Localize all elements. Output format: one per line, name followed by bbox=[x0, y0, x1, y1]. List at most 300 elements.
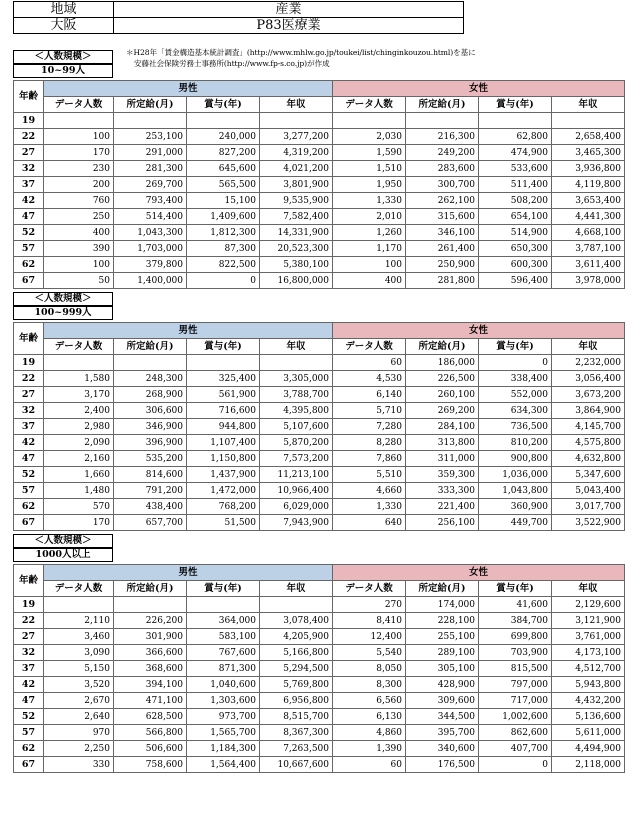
wage-table bbox=[13, 564, 625, 773]
female-count-cell: 270 bbox=[333, 597, 406, 613]
male-count-cell: 1,580 bbox=[44, 371, 114, 387]
female-count-cell: 5,510 bbox=[333, 467, 406, 483]
female-count-cell: 7,280 bbox=[333, 419, 406, 435]
male-bonus-cell: 1,184,300 bbox=[187, 741, 260, 757]
female-header: 女性 bbox=[333, 81, 625, 97]
male-bonus-cell: 716,600 bbox=[187, 403, 260, 419]
female-bonus-cell: 596,400 bbox=[479, 273, 552, 289]
male-monthly-cell: 226,200 bbox=[114, 613, 187, 629]
male-header: 男性 bbox=[44, 565, 333, 581]
male-bonus-cell: 871,300 bbox=[187, 661, 260, 677]
column-header-bonus: 賞与(年) bbox=[479, 97, 552, 113]
female-monthly-cell: 249,200 bbox=[406, 145, 479, 161]
female-count-cell: 6,140 bbox=[333, 387, 406, 403]
female-annual-cell: 2,232,000 bbox=[552, 355, 625, 371]
female-annual-cell: 3,017,700 bbox=[552, 499, 625, 515]
table-row bbox=[14, 645, 625, 661]
table-row bbox=[14, 241, 625, 257]
female-annual-cell: 5,611,000 bbox=[552, 725, 625, 741]
male-annual-cell: 4,021,200 bbox=[260, 161, 333, 177]
female-annual-cell: 4,441,300 bbox=[552, 209, 625, 225]
female-annual-cell: 4,494,900 bbox=[552, 741, 625, 757]
female-monthly-cell: 226,500 bbox=[406, 371, 479, 387]
age-cell: 19 bbox=[14, 355, 44, 371]
male-bonus-cell: 973,700 bbox=[187, 709, 260, 725]
female-bonus-cell: 699,800 bbox=[479, 629, 552, 645]
column-header-monthly: 所定給(月) bbox=[406, 339, 479, 355]
male-count-cell: 250 bbox=[44, 209, 114, 225]
age-column-header: 年齢 bbox=[14, 565, 44, 597]
male-bonus-cell: 0 bbox=[187, 273, 260, 289]
age-cell: 42 bbox=[14, 193, 44, 209]
male-annual-cell: 5,380,100 bbox=[260, 257, 333, 273]
female-bonus-cell: 1,043,800 bbox=[479, 483, 552, 499]
female-bonus-cell: 552,000 bbox=[479, 387, 552, 403]
column-header-annual: 年収 bbox=[260, 97, 333, 113]
male-bonus-cell: 1,472,000 bbox=[187, 483, 260, 499]
table-row bbox=[14, 419, 625, 435]
table-row bbox=[14, 597, 625, 613]
female-monthly-cell bbox=[406, 113, 479, 129]
female-annual-cell: 5,347,600 bbox=[552, 467, 625, 483]
male-bonus-cell: 1,409,600 bbox=[187, 209, 260, 225]
male-monthly-cell: 1,400,000 bbox=[114, 273, 187, 289]
scale-label: ＜人数規模＞ bbox=[13, 292, 113, 306]
male-monthly-cell: 396,900 bbox=[114, 435, 187, 451]
female-count-cell: 1,260 bbox=[333, 225, 406, 241]
male-bonus-cell: 51,500 bbox=[187, 515, 260, 531]
age-cell: 67 bbox=[14, 757, 44, 773]
female-count-cell: 400 bbox=[333, 273, 406, 289]
table-row bbox=[14, 467, 625, 483]
male-monthly-cell: 1,703,000 bbox=[114, 241, 187, 257]
female-bonus-cell: 600,300 bbox=[479, 257, 552, 273]
female-annual-cell: 4,668,100 bbox=[552, 225, 625, 241]
male-bonus-cell: 561,900 bbox=[187, 387, 260, 403]
male-monthly-cell bbox=[114, 597, 187, 613]
scale-value: 100~999人 bbox=[13, 306, 113, 320]
region-industry-header bbox=[13, 1, 464, 34]
male-bonus-cell: 1,564,400 bbox=[187, 757, 260, 773]
female-bonus-cell: 449,700 bbox=[479, 515, 552, 531]
table-row bbox=[14, 403, 625, 419]
male-annual-cell bbox=[260, 597, 333, 613]
female-monthly-cell: 186,000 bbox=[406, 355, 479, 371]
female-bonus-cell: 654,100 bbox=[479, 209, 552, 225]
female-monthly-cell: 395,700 bbox=[406, 725, 479, 741]
female-monthly-cell: 250,900 bbox=[406, 257, 479, 273]
male-bonus-cell: 565,500 bbox=[187, 177, 260, 193]
age-cell: 52 bbox=[14, 225, 44, 241]
male-count-cell: 2,090 bbox=[44, 435, 114, 451]
table-row bbox=[14, 629, 625, 645]
column-header-annual: 年収 bbox=[552, 97, 625, 113]
age-cell: 22 bbox=[14, 613, 44, 629]
female-monthly-cell: 313,800 bbox=[406, 435, 479, 451]
column-header-bonus: 賞与(年) bbox=[187, 97, 260, 113]
female-annual-cell: 4,145,700 bbox=[552, 419, 625, 435]
male-bonus-cell: 767,600 bbox=[187, 645, 260, 661]
male-count-cell: 3,520 bbox=[44, 677, 114, 693]
table-row bbox=[14, 451, 625, 467]
female-annual-cell: 4,173,100 bbox=[552, 645, 625, 661]
age-cell: 42 bbox=[14, 435, 44, 451]
female-annual-cell: 2,129,600 bbox=[552, 597, 625, 613]
age-cell: 47 bbox=[14, 693, 44, 709]
female-count-cell bbox=[333, 113, 406, 129]
female-monthly-cell: 289,100 bbox=[406, 645, 479, 661]
male-bonus-cell: 240,000 bbox=[187, 129, 260, 145]
male-monthly-cell: 566,800 bbox=[114, 725, 187, 741]
female-bonus-cell: 338,400 bbox=[479, 371, 552, 387]
male-monthly-cell: 758,600 bbox=[114, 757, 187, 773]
male-count-cell: 230 bbox=[44, 161, 114, 177]
age-cell: 57 bbox=[14, 241, 44, 257]
female-annual-cell: 5,136,600 bbox=[552, 709, 625, 725]
male-count-cell: 3,090 bbox=[44, 645, 114, 661]
column-header-bonus: 賞与(年) bbox=[479, 339, 552, 355]
female-count-cell: 6,560 bbox=[333, 693, 406, 709]
female-monthly-cell: 333,300 bbox=[406, 483, 479, 499]
female-count-cell: 6,130 bbox=[333, 709, 406, 725]
source-note-line-2: 安藤社会保険労務士事務所(http://www.fp-s.co.jp)が作成 bbox=[134, 59, 330, 68]
female-bonus-cell: 1,002,600 bbox=[479, 709, 552, 725]
female-monthly-cell: 344,500 bbox=[406, 709, 479, 725]
male-count-cell: 100 bbox=[44, 257, 114, 273]
male-header: 男性 bbox=[44, 323, 333, 339]
female-annual-cell: 3,978,000 bbox=[552, 273, 625, 289]
female-annual-cell: 3,121,900 bbox=[552, 613, 625, 629]
age-cell: 47 bbox=[14, 209, 44, 225]
female-annual-cell: 3,056,400 bbox=[552, 371, 625, 387]
table-row bbox=[14, 725, 625, 741]
age-column-header: 年齢 bbox=[14, 81, 44, 113]
male-monthly-cell: 506,600 bbox=[114, 741, 187, 757]
male-count-cell: 170 bbox=[44, 515, 114, 531]
scale-value: 10~99人 bbox=[13, 64, 113, 78]
age-cell: 32 bbox=[14, 645, 44, 661]
female-annual-cell: 4,575,800 bbox=[552, 435, 625, 451]
age-cell: 27 bbox=[14, 145, 44, 161]
female-monthly-cell: 281,800 bbox=[406, 273, 479, 289]
male-bonus-cell bbox=[187, 355, 260, 371]
male-annual-cell: 5,294,500 bbox=[260, 661, 333, 677]
male-annual-cell: 5,769,800 bbox=[260, 677, 333, 693]
male-annual-cell: 5,107,600 bbox=[260, 419, 333, 435]
male-bonus-cell: 944,800 bbox=[187, 419, 260, 435]
female-monthly-cell: 176,500 bbox=[406, 757, 479, 773]
column-header-count: データ人数 bbox=[333, 97, 406, 113]
male-count-cell: 390 bbox=[44, 241, 114, 257]
female-monthly-cell: 346,100 bbox=[406, 225, 479, 241]
female-annual-cell: 3,522,900 bbox=[552, 515, 625, 531]
female-count-cell: 5,710 bbox=[333, 403, 406, 419]
age-cell: 19 bbox=[14, 113, 44, 129]
female-annual-cell: 2,658,400 bbox=[552, 129, 625, 145]
female-monthly-cell: 315,600 bbox=[406, 209, 479, 225]
male-annual-cell: 3,305,000 bbox=[260, 371, 333, 387]
female-bonus-cell: 797,000 bbox=[479, 677, 552, 693]
male-bonus-cell: 1,040,600 bbox=[187, 677, 260, 693]
female-bonus-cell: 514,900 bbox=[479, 225, 552, 241]
female-monthly-cell: 174,000 bbox=[406, 597, 479, 613]
male-bonus-cell: 827,200 bbox=[187, 145, 260, 161]
female-bonus-cell: 62,800 bbox=[479, 129, 552, 145]
female-bonus-cell: 508,200 bbox=[479, 193, 552, 209]
male-count-cell: 100 bbox=[44, 129, 114, 145]
age-cell: 47 bbox=[14, 451, 44, 467]
female-monthly-cell: 300,700 bbox=[406, 177, 479, 193]
table-row bbox=[14, 387, 625, 403]
male-annual-cell: 3,788,700 bbox=[260, 387, 333, 403]
female-bonus-cell: 533,600 bbox=[479, 161, 552, 177]
source-note-line-1: ＊H28年「賃金構造基本統計調査」(http://www.mhlw.go.jp/toukei/list/chinginkouzou.html)を基に bbox=[126, 48, 476, 57]
male-bonus-cell: 822,500 bbox=[187, 257, 260, 273]
table-row bbox=[14, 161, 625, 177]
female-bonus-cell: 0 bbox=[479, 757, 552, 773]
female-annual-cell: 3,936,800 bbox=[552, 161, 625, 177]
male-annual-cell: 6,956,800 bbox=[260, 693, 333, 709]
female-count-cell: 8,300 bbox=[333, 677, 406, 693]
age-cell: 19 bbox=[14, 597, 44, 613]
age-cell: 57 bbox=[14, 483, 44, 499]
female-count-cell: 8,410 bbox=[333, 613, 406, 629]
age-cell: 37 bbox=[14, 661, 44, 677]
age-cell: 22 bbox=[14, 371, 44, 387]
male-annual-cell bbox=[260, 113, 333, 129]
female-count-cell: 12,400 bbox=[333, 629, 406, 645]
male-bonus-cell: 768,200 bbox=[187, 499, 260, 515]
female-count-cell: 1,170 bbox=[333, 241, 406, 257]
female-monthly-cell: 359,300 bbox=[406, 467, 479, 483]
male-annual-cell: 5,166,800 bbox=[260, 645, 333, 661]
female-monthly-cell: 269,200 bbox=[406, 403, 479, 419]
table-row bbox=[14, 499, 625, 515]
table-row bbox=[14, 257, 625, 273]
age-cell: 62 bbox=[14, 499, 44, 515]
male-annual-cell: 4,395,800 bbox=[260, 403, 333, 419]
female-count-cell: 1,330 bbox=[333, 499, 406, 515]
male-annual-cell: 9,535,900 bbox=[260, 193, 333, 209]
female-monthly-cell: 221,400 bbox=[406, 499, 479, 515]
wage-table bbox=[13, 322, 625, 531]
male-monthly-cell: 301,900 bbox=[114, 629, 187, 645]
table-row bbox=[14, 741, 625, 757]
male-count-cell: 3,460 bbox=[44, 629, 114, 645]
male-annual-cell: 5,870,200 bbox=[260, 435, 333, 451]
female-count-cell: 4,660 bbox=[333, 483, 406, 499]
male-monthly-cell: 514,400 bbox=[114, 209, 187, 225]
table-row bbox=[14, 757, 625, 773]
age-cell: 37 bbox=[14, 177, 44, 193]
age-cell: 52 bbox=[14, 467, 44, 483]
scale-label: ＜人数規模＞ bbox=[13, 50, 113, 64]
male-count-cell bbox=[44, 113, 114, 129]
female-monthly-cell: 284,100 bbox=[406, 419, 479, 435]
female-monthly-cell: 260,100 bbox=[406, 387, 479, 403]
female-count-cell: 640 bbox=[333, 515, 406, 531]
male-annual-cell: 3,078,400 bbox=[260, 613, 333, 629]
column-header-annual: 年収 bbox=[552, 581, 625, 597]
male-count-cell: 2,400 bbox=[44, 403, 114, 419]
column-header-count: データ人数 bbox=[333, 339, 406, 355]
male-monthly-cell: 306,600 bbox=[114, 403, 187, 419]
age-cell: 62 bbox=[14, 257, 44, 273]
female-monthly-cell: 262,100 bbox=[406, 193, 479, 209]
female-annual-cell: 3,611,400 bbox=[552, 257, 625, 273]
male-count-cell: 2,250 bbox=[44, 741, 114, 757]
female-annual-cell: 3,864,900 bbox=[552, 403, 625, 419]
male-annual-cell: 8,367,300 bbox=[260, 725, 333, 741]
female-monthly-cell: 305,100 bbox=[406, 661, 479, 677]
table-row bbox=[14, 693, 625, 709]
female-monthly-cell: 309,600 bbox=[406, 693, 479, 709]
female-count-cell: 100 bbox=[333, 257, 406, 273]
male-count-cell: 5,150 bbox=[44, 661, 114, 677]
male-monthly-cell bbox=[114, 113, 187, 129]
male-monthly-cell: 793,400 bbox=[114, 193, 187, 209]
table-row bbox=[14, 371, 625, 387]
column-header-monthly: 所定給(月) bbox=[114, 581, 187, 597]
male-monthly-cell: 248,300 bbox=[114, 371, 187, 387]
male-monthly-cell: 1,043,300 bbox=[114, 225, 187, 241]
age-cell: 32 bbox=[14, 403, 44, 419]
column-header-monthly: 所定給(月) bbox=[406, 97, 479, 113]
male-count-cell: 1,660 bbox=[44, 467, 114, 483]
female-bonus-cell: 384,700 bbox=[479, 613, 552, 629]
age-cell: 67 bbox=[14, 515, 44, 531]
age-cell: 52 bbox=[14, 709, 44, 725]
female-bonus-cell: 717,000 bbox=[479, 693, 552, 709]
male-count-cell: 760 bbox=[44, 193, 114, 209]
female-bonus-cell: 900,800 bbox=[479, 451, 552, 467]
industry-label: 産業 bbox=[114, 2, 464, 18]
female-bonus-cell: 407,700 bbox=[479, 741, 552, 757]
table-row bbox=[14, 435, 625, 451]
female-count-cell: 60 bbox=[333, 757, 406, 773]
male-monthly-cell: 269,700 bbox=[114, 177, 187, 193]
table-row bbox=[14, 483, 625, 499]
age-cell: 67 bbox=[14, 273, 44, 289]
female-count-cell: 1,330 bbox=[333, 193, 406, 209]
column-header-count: データ人数 bbox=[44, 581, 114, 597]
scale-label: ＜人数規模＞ bbox=[13, 534, 113, 548]
female-bonus-cell: 862,600 bbox=[479, 725, 552, 741]
male-bonus-cell bbox=[187, 597, 260, 613]
table-row bbox=[14, 193, 625, 209]
column-header-count: データ人数 bbox=[333, 581, 406, 597]
female-bonus-cell: 815,500 bbox=[479, 661, 552, 677]
female-count-cell: 8,050 bbox=[333, 661, 406, 677]
male-count-cell: 1,480 bbox=[44, 483, 114, 499]
male-bonus-cell: 645,600 bbox=[187, 161, 260, 177]
female-bonus-cell: 1,036,000 bbox=[479, 467, 552, 483]
region-value: 大阪 bbox=[14, 18, 114, 34]
column-header-bonus: 賞与(年) bbox=[187, 581, 260, 597]
female-bonus-cell: 634,300 bbox=[479, 403, 552, 419]
male-annual-cell: 7,263,500 bbox=[260, 741, 333, 757]
female-annual-cell: 4,432,200 bbox=[552, 693, 625, 709]
female-annual-cell: 3,653,400 bbox=[552, 193, 625, 209]
male-annual-cell: 7,573,200 bbox=[260, 451, 333, 467]
male-count-cell: 2,980 bbox=[44, 419, 114, 435]
male-monthly-cell: 471,100 bbox=[114, 693, 187, 709]
male-bonus-cell: 1,107,400 bbox=[187, 435, 260, 451]
female-monthly-cell: 228,100 bbox=[406, 613, 479, 629]
age-cell: 37 bbox=[14, 419, 44, 435]
female-bonus-cell: 474,900 bbox=[479, 145, 552, 161]
male-count-cell: 2,670 bbox=[44, 693, 114, 709]
female-count-cell: 1,590 bbox=[333, 145, 406, 161]
female-count-cell: 8,280 bbox=[333, 435, 406, 451]
female-annual-cell: 4,119,800 bbox=[552, 177, 625, 193]
male-monthly-cell: 291,000 bbox=[114, 145, 187, 161]
male-monthly-cell: 628,500 bbox=[114, 709, 187, 725]
female-annual-cell: 3,465,300 bbox=[552, 145, 625, 161]
male-annual-cell: 16,800,000 bbox=[260, 273, 333, 289]
female-bonus-cell: 810,200 bbox=[479, 435, 552, 451]
male-monthly-cell: 438,400 bbox=[114, 499, 187, 515]
male-monthly-cell: 253,100 bbox=[114, 129, 187, 145]
female-count-cell: 1,950 bbox=[333, 177, 406, 193]
female-bonus-cell: 41,600 bbox=[479, 597, 552, 613]
male-bonus-cell: 325,400 bbox=[187, 371, 260, 387]
female-monthly-cell: 255,100 bbox=[406, 629, 479, 645]
male-count-cell: 970 bbox=[44, 725, 114, 741]
industry-value: P83医療業 bbox=[114, 18, 464, 34]
male-annual-cell: 10,966,400 bbox=[260, 483, 333, 499]
male-annual-cell: 6,029,000 bbox=[260, 499, 333, 515]
female-count-cell: 1,390 bbox=[333, 741, 406, 757]
age-cell: 22 bbox=[14, 129, 44, 145]
female-monthly-cell: 340,600 bbox=[406, 741, 479, 757]
male-bonus-cell bbox=[187, 113, 260, 129]
female-monthly-cell: 261,400 bbox=[406, 241, 479, 257]
female-annual-cell: 5,043,400 bbox=[552, 483, 625, 499]
female-annual-cell: 3,673,200 bbox=[552, 387, 625, 403]
female-bonus-cell: 703,900 bbox=[479, 645, 552, 661]
male-annual-cell: 3,277,200 bbox=[260, 129, 333, 145]
table-row bbox=[14, 177, 625, 193]
male-count-cell: 2,160 bbox=[44, 451, 114, 467]
female-monthly-cell: 216,300 bbox=[406, 129, 479, 145]
male-annual-cell: 20,523,300 bbox=[260, 241, 333, 257]
female-header: 女性 bbox=[333, 323, 625, 339]
female-count-cell: 4,860 bbox=[333, 725, 406, 741]
male-count-cell: 3,170 bbox=[44, 387, 114, 403]
female-annual-cell: 4,632,800 bbox=[552, 451, 625, 467]
male-annual-cell: 10,667,600 bbox=[260, 757, 333, 773]
region-label: 地域 bbox=[14, 2, 114, 18]
male-bonus-cell: 87,300 bbox=[187, 241, 260, 257]
male-annual-cell: 7,943,900 bbox=[260, 515, 333, 531]
male-count-cell bbox=[44, 355, 114, 371]
female-count-cell: 5,540 bbox=[333, 645, 406, 661]
female-monthly-cell: 311,000 bbox=[406, 451, 479, 467]
female-monthly-cell: 256,100 bbox=[406, 515, 479, 531]
column-header-count: データ人数 bbox=[44, 97, 114, 113]
female-annual-cell: 4,512,700 bbox=[552, 661, 625, 677]
male-monthly-cell: 281,300 bbox=[114, 161, 187, 177]
female-annual-cell: 3,761,000 bbox=[552, 629, 625, 645]
male-annual-cell: 8,515,700 bbox=[260, 709, 333, 725]
female-monthly-cell: 428,900 bbox=[406, 677, 479, 693]
table-row bbox=[14, 225, 625, 241]
table-row bbox=[14, 515, 625, 531]
male-bonus-cell: 583,100 bbox=[187, 629, 260, 645]
male-count-cell: 50 bbox=[44, 273, 114, 289]
male-monthly-cell: 791,200 bbox=[114, 483, 187, 499]
